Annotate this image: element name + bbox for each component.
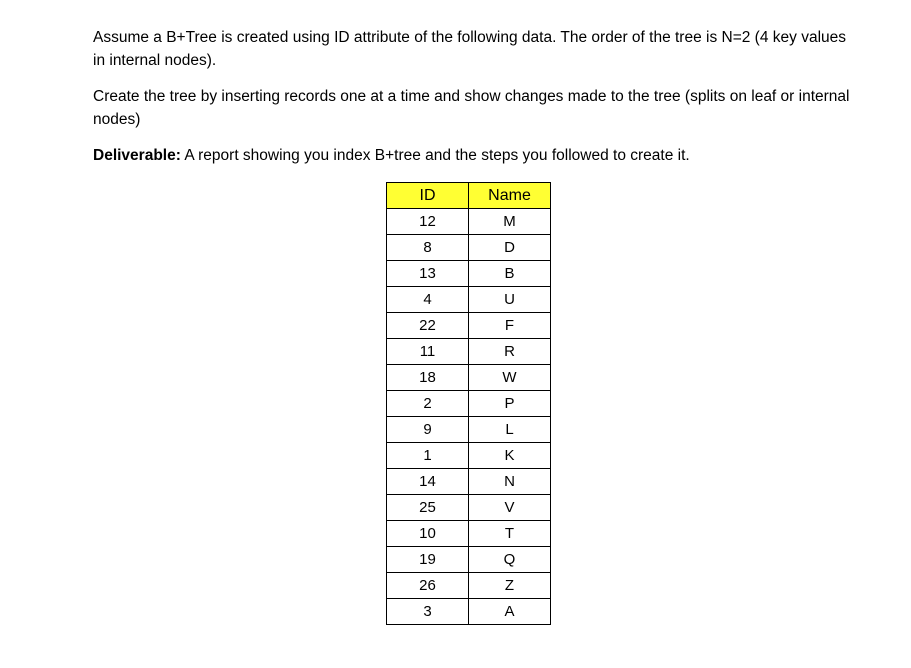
table-row [387, 573, 551, 599]
table-row [387, 235, 551, 261]
cell-name: K [469, 443, 551, 469]
cell-name: W [469, 365, 551, 391]
cell-name: P [469, 391, 551, 417]
cell-name: R [469, 339, 551, 365]
table-row [387, 365, 551, 391]
cell-name: F [469, 313, 551, 339]
cell-id: 14 [387, 469, 469, 495]
table-row [387, 599, 551, 625]
deliverable-paragraph [93, 144, 853, 167]
instruction-paragraph-2: Create the tree by inserting records one at a time and show changes made to the tree (splits on leaf or internal nodes) [93, 88, 850, 128]
table-row [387, 287, 551, 313]
cell-id: 11 [387, 339, 469, 365]
cell-id: 12 [387, 209, 469, 235]
table-header-row [387, 183, 551, 209]
table-row [387, 521, 551, 547]
cell-name: N [469, 469, 551, 495]
cell-name: M [469, 209, 551, 235]
table-row [387, 261, 551, 287]
cell-id: 22 [387, 313, 469, 339]
cell-name: Z [469, 573, 551, 599]
table-row [387, 339, 551, 365]
cell-id: 4 [387, 287, 469, 313]
table-row [387, 443, 551, 469]
cell-name: T [469, 521, 551, 547]
instruction-paragraph-1: Assume a B+Tree is created using ID attribute of the following data. The order of the tree is N=2 (4 key values in internal nodes). [93, 29, 847, 69]
deliverable-text: A report showing you index B+tree and the steps you followed to create it. [180, 147, 690, 164]
cell-id: 19 [387, 547, 469, 573]
cell-name: L [469, 417, 551, 443]
cell-name: Q [469, 547, 551, 573]
cell-name: A [469, 599, 551, 625]
cell-id: 3 [387, 599, 469, 625]
cell-id: 9 [387, 417, 469, 443]
cell-id: 8 [387, 235, 469, 261]
cell-id: 13 [387, 261, 469, 287]
table-row [387, 495, 551, 521]
table-row [387, 417, 551, 443]
table-row [387, 469, 551, 495]
cell-id: 26 [387, 573, 469, 599]
table-row [387, 313, 551, 339]
cell-id: 25 [387, 495, 469, 521]
deliverable-label: Deliverable: [93, 147, 181, 164]
records-table [386, 182, 551, 625]
header-id: ID [387, 183, 469, 209]
cell-id: 18 [387, 365, 469, 391]
cell-id: 2 [387, 391, 469, 417]
table-body [387, 209, 551, 625]
cell-id: 1 [387, 443, 469, 469]
table-row [387, 209, 551, 235]
cell-name: D [469, 235, 551, 261]
table-row [387, 391, 551, 417]
instructions-block [93, 26, 853, 167]
cell-name: B [469, 261, 551, 287]
cell-name: U [469, 287, 551, 313]
table-row [387, 547, 551, 573]
cell-name: V [469, 495, 551, 521]
header-name: Name [469, 183, 551, 209]
cell-id: 10 [387, 521, 469, 547]
